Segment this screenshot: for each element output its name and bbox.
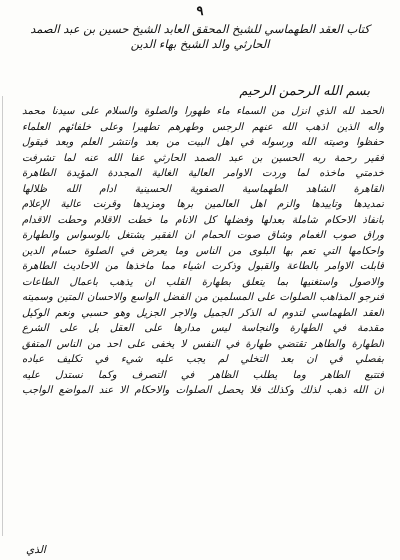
page-margin (2, 96, 19, 536)
text-line: بانفاذ الاحكام شاملة بعدلها وفضلها كل الانام ما خطت الاقلام وحطت الاقدام (22, 214, 384, 226)
heading-line: الحارثي والد الشيخ بهاء الدين (130, 37, 270, 51)
catchword: الذي (26, 544, 46, 556)
page-number: ٩ (196, 4, 204, 19)
text-line: الحمد لله الذي انزل من السماء ماء طهورا والصلوة والسلام على سيدنا محمد (22, 106, 384, 117)
text-line: واله الذين اذهب الله عنهم الرجس وطهرهم تطهيرا وعلى خلفائهم العلماء (22, 121, 384, 133)
heading-line: كتاب العقد الطهماسي للشيخ المحقق العابد الشيخ حسين بن عبد الصمد (30, 22, 370, 36)
text-line: والاصول واستغنيها بما يتعلق بطهارة القلب ان يذهب باعمال الطاعات (22, 276, 384, 288)
text-line: ان الله ذهب لذلك وكذلك فلا يحصل الصلوات والاحكام الا عند المواضع الواجب (22, 385, 384, 396)
manuscript-body (22, 104, 384, 399)
text-line: الطهارة والطاهر تقتضي طهارة في النفس لا يخفى على احد من الناس المتفق (22, 338, 384, 350)
text-line: بفصلي في ان بعد التخلي لم يجب عليه شيء في تكليف عباده (22, 354, 384, 365)
text-line: القاهرة الشاهد الطهماسية الصفوية الحسينية ادام الله ظلالها (22, 183, 384, 195)
text-line: مقدمة في الطهارة والنجاسة ليس مدارها على العقل بل على الشرع (22, 323, 384, 334)
text-line: واحكامها التي تعم بها البلوى من الناس وما يعرض في الصلوة حسام الدين (22, 245, 384, 257)
manuscript-heading (24, 22, 376, 52)
text-line: وراق صوب الغمام وشاق صوت الحمام ان الفقير يشتغل بالوسواس والطهارة (22, 230, 384, 241)
text-line: حفظوا وصيته الله ورسوله في اهل البيت من بعد وانتشر العلم وبعد فيقول (22, 137, 384, 148)
text-line: فتتبع الطاهر وما يطلب الظاهر في التصرف وكما نستدل عليه (22, 369, 384, 381)
text-line: العقد الطهماسي لتدوم له الذكر الجميل والاجر الجزيل وهو حسبي ونعم الوكيل (22, 307, 384, 319)
text-line: خدمتي ماخذه لما وردت الاوامر العالية الغالية المجددة المؤيدة الطاهرة (22, 168, 384, 179)
text-line: فنرجو المذاهب الصلوات على المسلمين من الفضل الواسع والاحسان المتين وسميته (22, 292, 384, 303)
text-line: تمديدها وتاييدها والزم اهل العالمين برها ومزيدها وقرنت عالية الإعلام (22, 199, 384, 210)
text-line: فقير رحمة ربه الحسين بن عبد الصمد الحارثي عفا الله عنه لما تشرفت (22, 152, 384, 164)
basmala: بسم الله الرحمن الرحيم (239, 84, 370, 99)
text-line: قابلت الاوامر بالطاعة والقبول وذكرت اشياء مما ماخذها من الاحاديث الطاهرة (22, 261, 384, 272)
